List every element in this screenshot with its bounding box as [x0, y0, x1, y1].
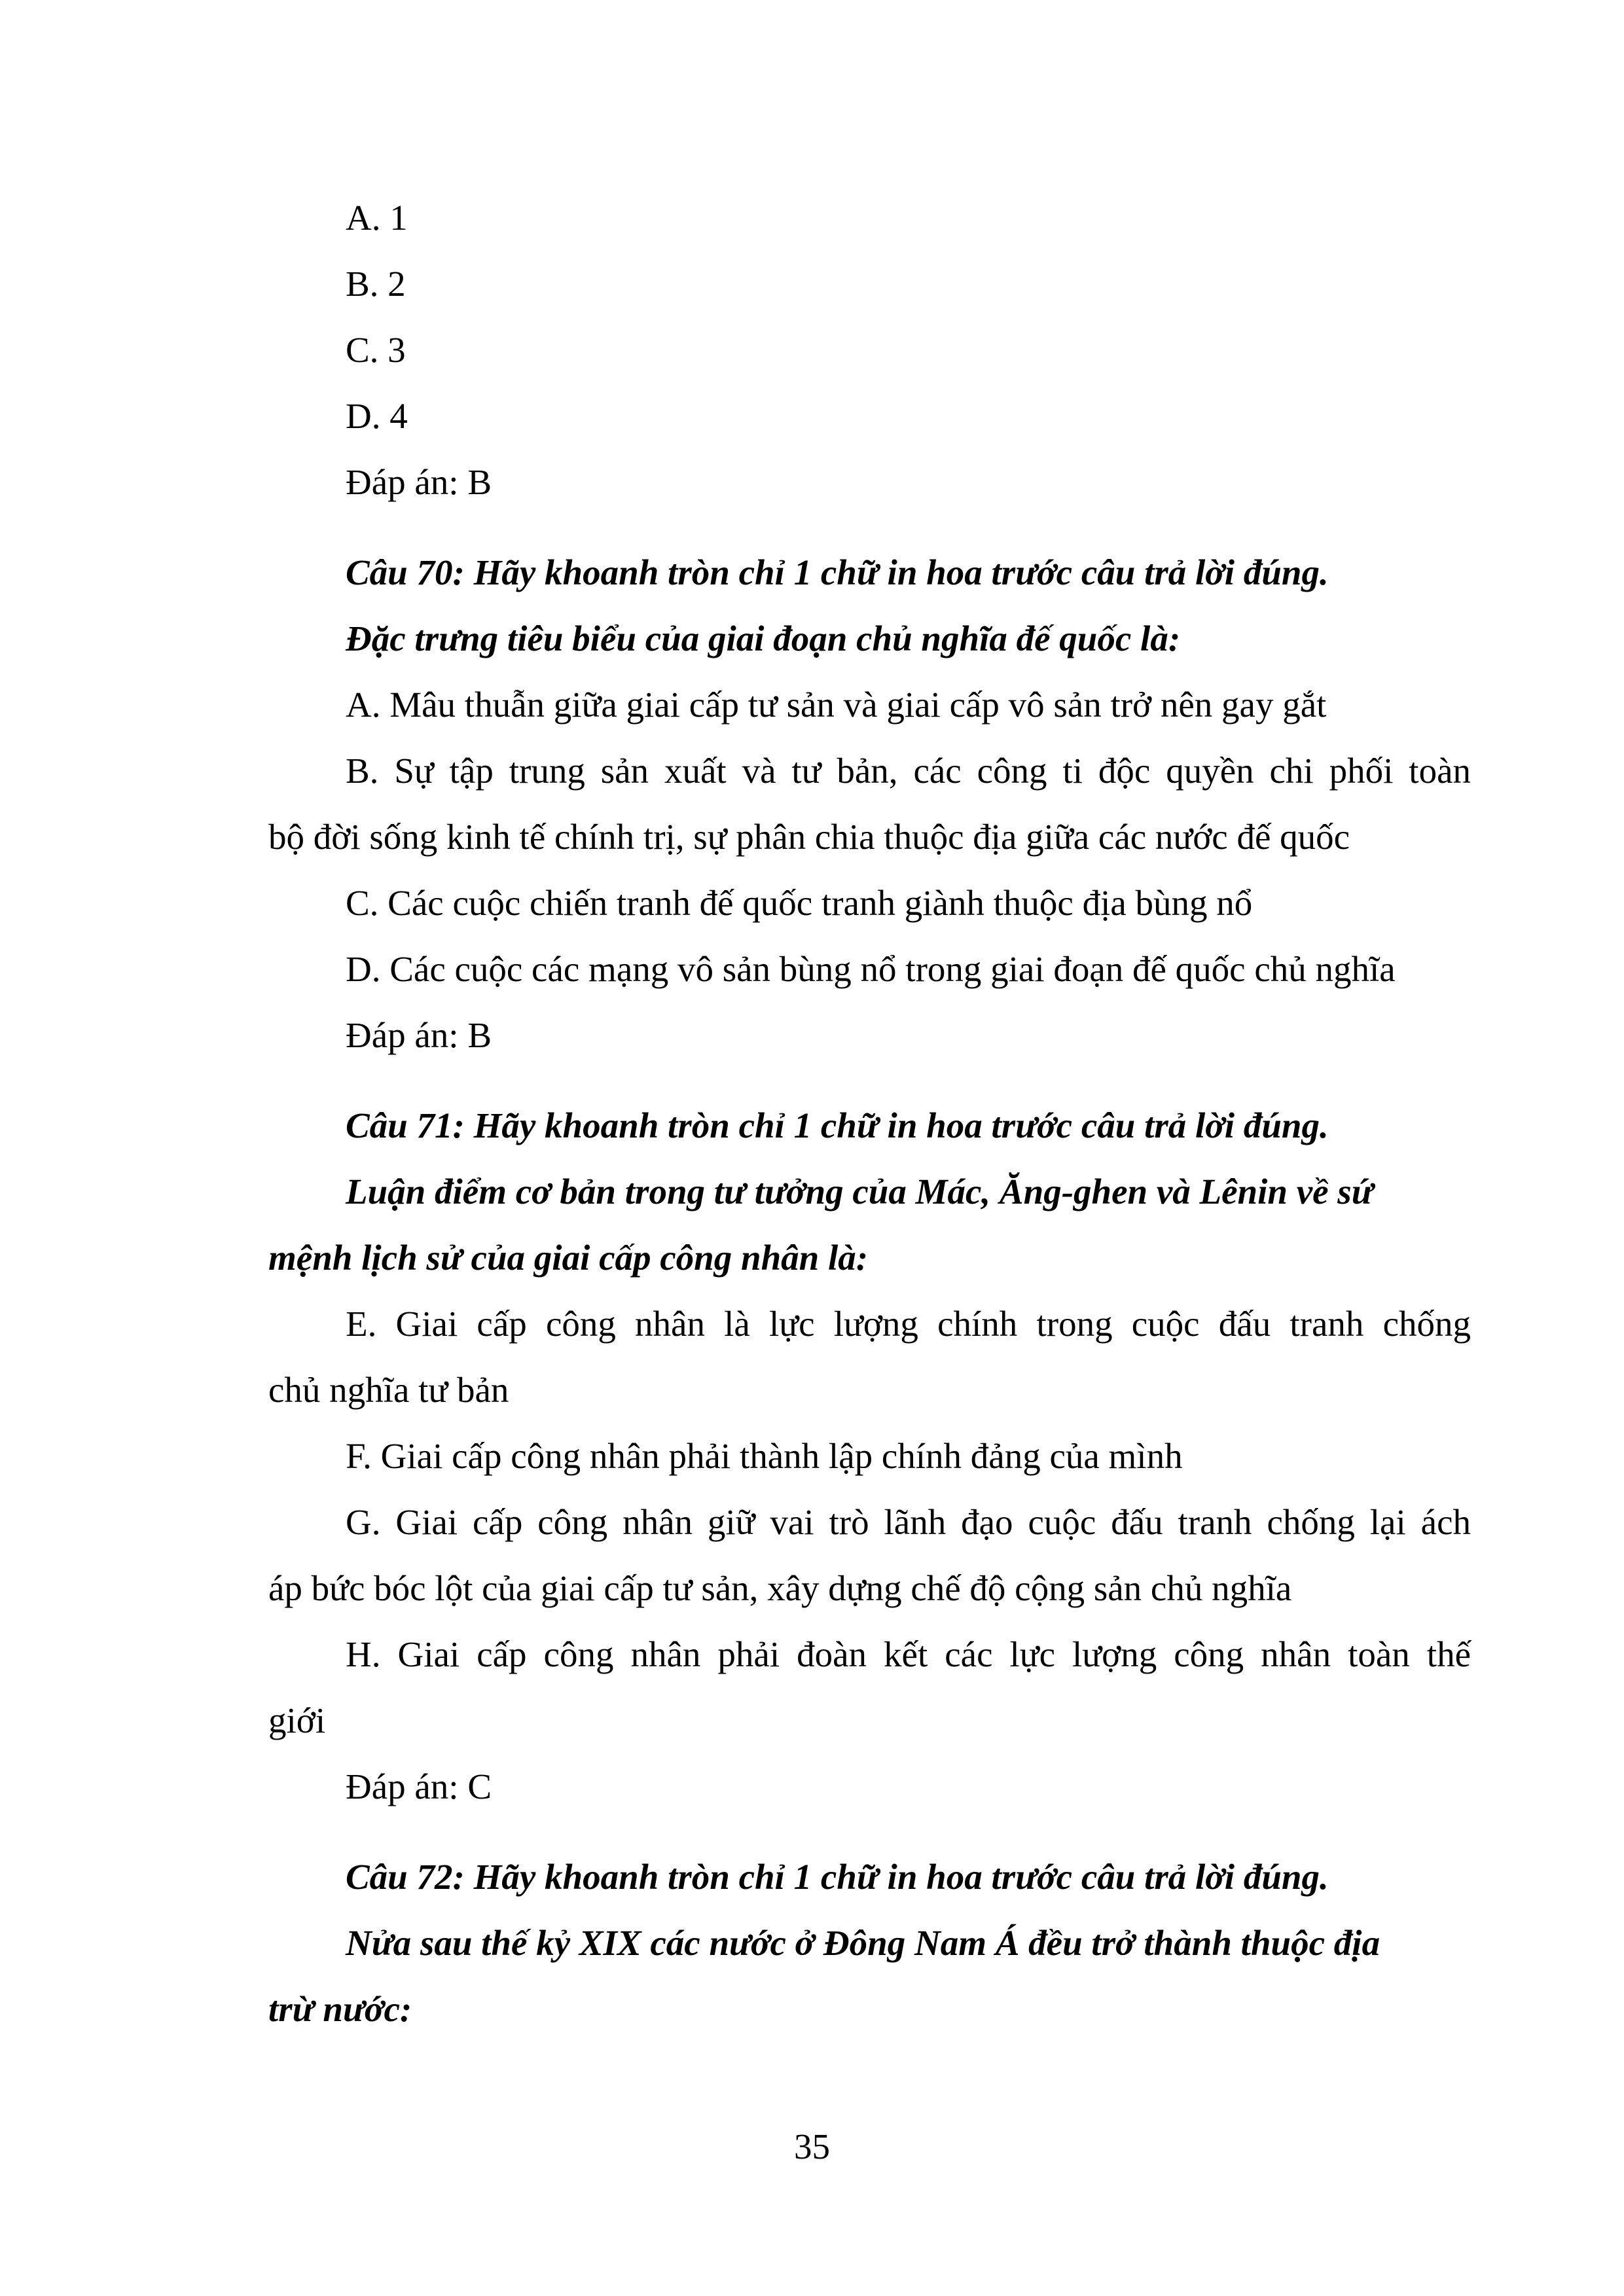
question-70-answer: Đáp án: B — [346, 1015, 492, 1055]
question-70-stem: Đặc trưng tiêu biểu của giai đoạn chủ nghĩa đế quốc là: — [346, 619, 1181, 658]
question-71-option-f: F. Giai cấp công nhân phải thành lập chính đảng của mình — [346, 1436, 1183, 1476]
question-70-option-b-cont: bộ đời sống kinh tế chính trị, sự phân chia thuộc địa giữa các nước đế quốc — [268, 817, 1350, 857]
question-71-stem-cont: mệnh lịch sử của giai cấp công nhân là: — [268, 1238, 869, 1278]
question-71-stem: Luận điểm cơ bản trong tư tưởng của Mác, Ăng-ghen và Lênin về sứ — [346, 1172, 1373, 1211]
question-71-option-g: G. Giai cấp công nhân giữ vai trò lãnh đạo cuộc đấu tranh chống lại ách — [346, 1502, 1471, 1542]
option-a: A. 1 — [346, 198, 408, 238]
question-70-option-d: D. Các cuộc các mạng vô sản bùng nổ trong giai đoạn đế quốc chủ nghĩa — [346, 949, 1396, 989]
question-70-instruction: Câu 70: Hãy khoanh tròn chỉ 1 chữ in hoa trước câu trả lời đúng. — [346, 552, 1329, 592]
page-number: 35 — [794, 2126, 830, 2166]
question-71-option-h: H. Giai cấp công nhân phải đoàn kết các lực lượng công nhân toàn thế — [346, 1634, 1471, 1674]
question-70-option-b: B. Sự tập trung sản xuất và tư bản, các công ti độc quyền chi phối toàn — [346, 751, 1471, 791]
question-71-option-g-cont: áp bức bóc lột của giai cấp tư sản, xây dựng chế độ cộng sản chủ nghĩa — [268, 1568, 1292, 1608]
question-71-option-h-cont: giới — [268, 1700, 326, 1740]
question-70-option-a: A. Mâu thuẫn giữa giai cấp tư sản và giai cấp vô sản trở nên gay gắt — [346, 685, 1327, 725]
option-c: C. 3 — [346, 330, 406, 370]
question-71-answer: Đáp án: C — [346, 1767, 492, 1806]
question-72-stem-cont: trừ nước: — [268, 1989, 412, 2029]
option-b: B. 2 — [346, 264, 406, 304]
option-d: D. 4 — [346, 396, 408, 436]
question-71-instruction: Câu 71: Hãy khoanh tròn chỉ 1 chữ in hoa trước câu trả lời đúng. — [346, 1105, 1329, 1145]
question-72-stem: Nửa sau thế kỷ XIX các nước ở Đông Nam Á đều trở thành thuộc địa — [346, 1923, 1380, 1963]
answer-line: Đáp án: B — [346, 462, 492, 502]
question-70-option-c: C. Các cuộc chiến tranh đế quốc tranh giành thuộc địa bùng nổ — [346, 883, 1253, 923]
question-71-option-e: E. Giai cấp công nhân là lực lượng chính trong cuộc đấu tranh chống — [346, 1304, 1471, 1344]
question-72-instruction: Câu 72: Hãy khoanh tròn chỉ 1 chữ in hoa trước câu trả lời đúng. — [346, 1857, 1329, 1897]
question-71-option-e-cont: chủ nghĩa tư bản — [268, 1370, 509, 1410]
